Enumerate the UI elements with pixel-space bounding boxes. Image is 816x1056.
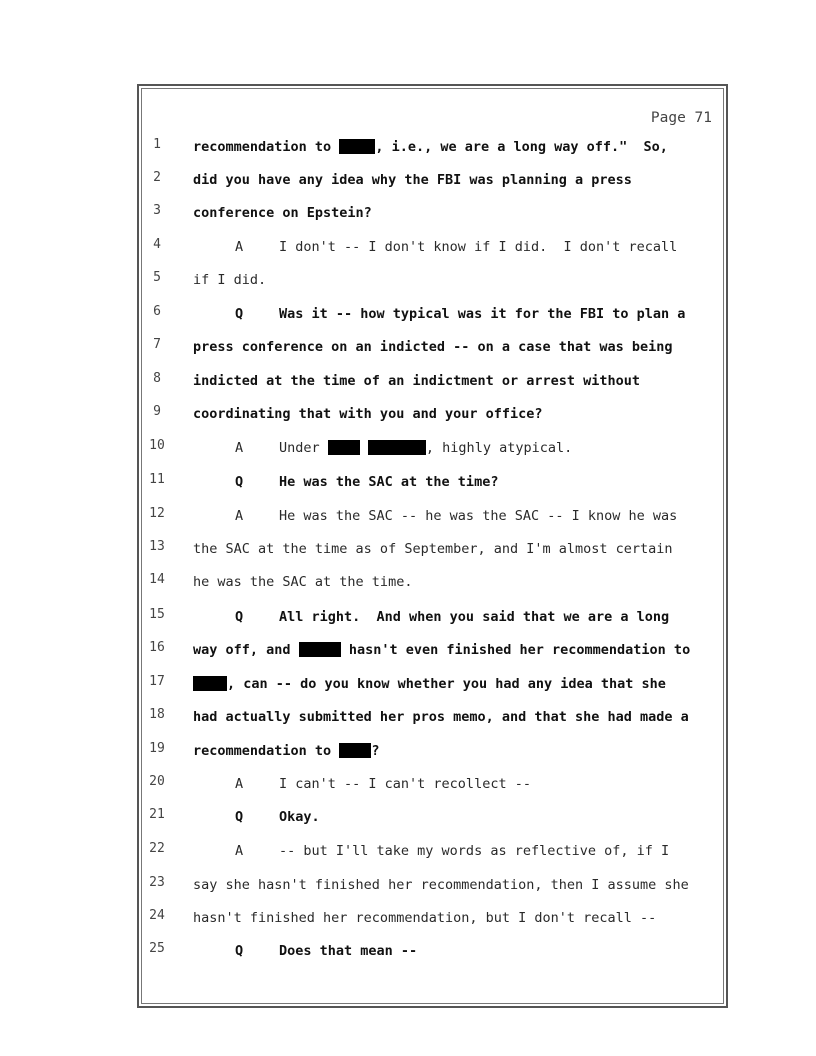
speaker-label: A [235, 508, 244, 524]
line-text: way off, and hasn't even finished her recommendation to [193, 642, 691, 658]
speaker-label: Q [235, 474, 244, 490]
line-number: 2 [153, 170, 161, 185]
line-text: had actually submitted her pros memo, and that she had made a [193, 709, 689, 725]
line-number: 13 [149, 539, 165, 554]
line-number: 15 [149, 607, 165, 622]
line-text: Q Was it -- how typical was it for the FBI to plan a [235, 306, 686, 322]
redaction-block [299, 642, 341, 657]
transcript-line [0, 170, 816, 190]
line-number: 19 [149, 741, 165, 756]
line-number: 24 [149, 908, 165, 923]
redaction-block [328, 440, 360, 455]
transcript-line [0, 237, 816, 257]
line-number: 8 [153, 371, 161, 386]
transcript-line [0, 640, 816, 660]
transcript-line [0, 506, 816, 526]
line-number: 6 [153, 304, 161, 319]
redaction-block [193, 676, 227, 691]
transcript-line [0, 707, 816, 727]
transcript-line [0, 438, 816, 458]
page-number: Page 71 [650, 110, 712, 126]
transcript-line [0, 841, 816, 861]
line-number: 25 [149, 941, 165, 956]
line-number: 3 [153, 203, 161, 218]
line-text: Q Does that mean -- [235, 943, 418, 959]
speaker-label: Q [235, 609, 244, 625]
line-text: coordinating that with you and your office? [193, 406, 543, 422]
transcript-line [0, 539, 816, 559]
transcript-line [0, 337, 816, 357]
line-text: indicted at the time of an indictment or arrest without [193, 373, 641, 389]
line-text: say she hasn't finished her recommendation, then I assume she [193, 877, 689, 893]
speaker-label: A [235, 776, 244, 792]
line-number: 22 [149, 841, 165, 856]
line-text: Q All right. And when you said that we are a long [235, 609, 670, 625]
transcript-line [0, 774, 816, 794]
transcript-line [0, 908, 816, 928]
line-text: A I can't -- I can't recollect -- [235, 776, 531, 792]
line-number: 7 [153, 337, 161, 352]
line-text: A I don't -- I don't know if I did. I don't recall [235, 239, 678, 255]
speaker-label: A [235, 239, 244, 255]
line-text: recommendation to ? [193, 743, 380, 759]
redaction-block [339, 139, 375, 154]
line-number: 12 [149, 506, 165, 521]
speaker-label: A [235, 843, 244, 859]
speaker-label: Q [235, 306, 244, 322]
line-text: A He was the SAC -- he was the SAC -- I know he was [235, 508, 678, 524]
transcript-line [0, 941, 816, 961]
transcript-line [0, 607, 816, 627]
transcript-line [0, 270, 816, 290]
line-number: 14 [149, 572, 165, 587]
transcript-line [0, 807, 816, 827]
speaker-label: Q [235, 943, 244, 959]
line-text: conference on Epstein? [193, 205, 372, 221]
line-text: the SAC at the time as of September, and I'm almost certain [193, 541, 673, 557]
line-text: did you have any idea why the FBI was planning a press [193, 172, 632, 188]
line-number: 20 [149, 774, 165, 789]
line-text: if I did. [193, 272, 267, 288]
redaction-block [368, 440, 426, 455]
line-number: 11 [149, 472, 165, 487]
transcript-line [0, 371, 816, 391]
redaction-block [339, 743, 371, 758]
transcript-line [0, 674, 816, 694]
transcript-line [0, 137, 816, 157]
line-number: 9 [153, 404, 161, 419]
transcript-line [0, 572, 816, 592]
line-text: hasn't finished her recommendation, but I don't recall -- [193, 910, 657, 926]
line-text: he was the SAC at the time. [193, 574, 413, 590]
transcript-line [0, 203, 816, 223]
line-number: 1 [153, 137, 161, 152]
line-text: press conference on an indicted -- on a case that was being [193, 339, 673, 355]
line-number: 23 [149, 875, 165, 890]
transcript-line [0, 875, 816, 895]
line-text: Q He was the SAC at the time? [235, 474, 499, 490]
line-text: , can -- do you know whether you had any idea that she [193, 676, 666, 692]
line-number: 17 [149, 674, 165, 689]
line-number: 18 [149, 707, 165, 722]
line-text: recommendation to , i.e., we are a long way off." So, [193, 139, 668, 155]
line-text: Q Okay. [235, 809, 320, 825]
transcript-line [0, 472, 816, 492]
speaker-label: A [235, 440, 244, 456]
transcript-line [0, 304, 816, 324]
line-number: 5 [153, 270, 161, 285]
line-number: 4 [153, 237, 161, 252]
line-text: A Under , highly atypical. [235, 440, 573, 456]
line-number: 16 [149, 640, 165, 655]
transcript-line [0, 741, 816, 761]
transcript-line [0, 404, 816, 424]
line-number: 21 [149, 807, 165, 822]
speaker-label: Q [235, 809, 244, 825]
line-number: 10 [149, 438, 165, 453]
line-text: A -- but I'll take my words as reflective of, if I [235, 843, 670, 859]
